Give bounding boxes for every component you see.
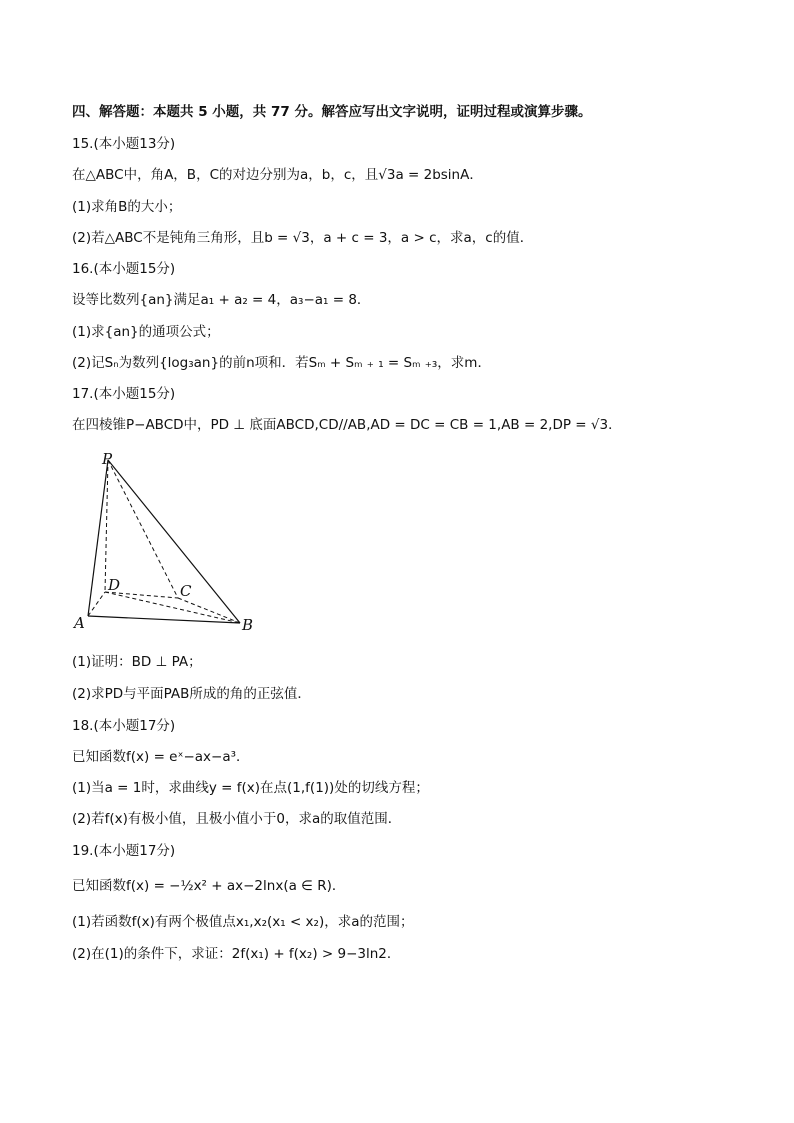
problem-15-statement: 在△ABC中，角A，B，C的对边分别为a，b，c，且√3a = 2bsinA． [72, 167, 483, 183]
problem-16-part-1: (1)求{an}的通项公式； [72, 324, 220, 340]
problem-17-part-2: (2)求PD与平面PAB所成的角的正弦值． [72, 686, 311, 702]
problem-16-statement: 设等比数列{an}满足a₁ + a₂ = 4，a₃−a₁ = 8． [72, 292, 371, 308]
problem-18-part-2: (2)若f(x)有极小值，且极小值小于0，求a的取值范围． [72, 811, 402, 827]
pyramid-figure [70, 448, 270, 638]
label-D: D [108, 576, 121, 594]
problem-15-part-2: (2)若△ABC不是钝角三角形，且b = √3，a + c = 3，a > c，求a，c的值． [72, 230, 534, 246]
problem-16-header: 16.(本小题15分) [72, 261, 176, 277]
problem-18-statement: 已知函数f(x) = eˣ−ax−a³． [72, 749, 250, 765]
problem-17-statement: 在四棱锥P−ABCD中，PD ⊥ 底面ABCD,CD//AB,AD = DC = CB = 1,AB = 2,DP = √3． [72, 417, 622, 433]
label-A: A [74, 614, 85, 632]
problem-19-header: 19.(本小题17分) [72, 843, 176, 859]
problem-17-header: 17.(本小题15分) [72, 386, 176, 402]
problem-18-header: 18.(本小题17分) [72, 718, 176, 734]
label-C: C [180, 582, 192, 600]
label-P: P [102, 450, 113, 468]
edge-PB [108, 460, 240, 623]
edge-AB [88, 616, 240, 623]
problem-16-part-2: (2)记Sₙ为数列{log₃an}的前n项和．若Sₘ + Sₘ ₊ ₁ = Sₘ ₊₃，求m． [72, 355, 491, 371]
problem-15-part-1: (1)求角B的大小； [72, 199, 182, 215]
section-header: 四、解答题：本题共 5 小题，共 77 分。解答应写出文字说明，证明过程或演算步骤。 [72, 104, 592, 120]
problem-19-part-2: (2)在(1)的条件下，求证：2f(x₁) + f(x₂) > 9−3ln2． [72, 946, 401, 962]
diagonal-DB [105, 592, 240, 623]
problem-19-statement: 已知函数f(x) = −½x² + ax−2lnx(a ∈ R)． [72, 878, 346, 894]
label-B: B [242, 616, 254, 634]
problem-18-part-1: (1)当a = 1时，求曲线y = f(x)在点(1,f(1))处的切线方程； [72, 780, 429, 796]
problem-15-header: 15.(本小题13分) [72, 136, 176, 152]
problem-19-part-1: (1)若函数f(x)有两个极值点x₁,x₂(x₁ < x₂)，求a的范围； [72, 914, 414, 930]
problem-17-part-1: (1)证明：BD ⊥ PA； [72, 654, 202, 670]
